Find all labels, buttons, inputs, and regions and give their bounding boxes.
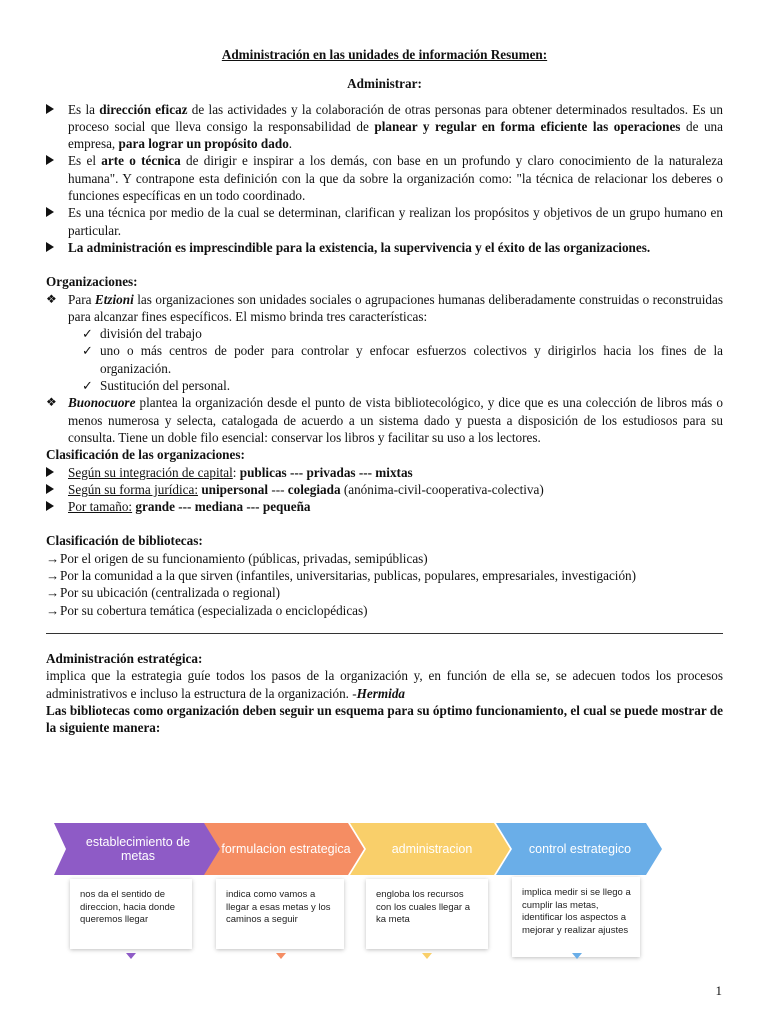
bib-item-2: → Por la comunidad a la que sirven (infantiles, universitarias, publicas, populares, empresariales, investigación) [46, 568, 637, 584]
process-card-control: implica medir si se llego a cumplir las metas, identificar los aspectos a mejorar y realizar ajustes [512, 877, 640, 957]
arrow-bullet-icon [46, 467, 54, 477]
section-heading-clasificacion-bib: Clasificación de bibliotecas: [46, 533, 203, 549]
bullet-administrar-3: Es una técnica por medio de la cual se determinan, clarifican y realizan los propósitos y objetivos de un grupo humano en particular. [46, 204, 723, 239]
clasificacion-item-juridica: Según su forma jurídica: unipersonal --- colegiada (anónima-civil-cooperativa-colectiva) [46, 481, 723, 498]
right-arrow-icon: → [46, 602, 60, 618]
estrategica-text: implica que la estrategia guíe todos los pasos de la organización y, en función de ella se, se adecuen todos los procesos administrativos e incluso la estructura de la organización. -Hermida [46, 668, 723, 701]
process-stage-formulacion: formulacion estrategica [204, 823, 364, 875]
bib-item-4: → Por su cobertura temática (especializada o enciclopédicas) [46, 602, 368, 618]
estrategica-bold-paragraph: Las bibliotecas como organización deben seguir un esquema para su óptimo funcionamiento, el cual se puede mostrar de la siguiente manera: [46, 702, 723, 736]
right-arrow-icon: → [46, 550, 60, 566]
section-heading-clasificacion-org: Clasificación de las organizaciones: [46, 447, 245, 463]
document-page [46, 46, 723, 736]
down-pointer-icon [572, 953, 582, 959]
right-arrow-icon: → [46, 568, 60, 584]
bullet-buonocuore: ❖ Buonocuore plantea la organización desde el punto de vista bibliotecológico, y dice que es una colección de libros más o menos numerosa y selecta, catalogada de acuerdo a un sistema dado y puesta a disposición de los estudiosos para su consulta. Tiene un doble filo esencial: conservar los libros y facilitar su uso a los lectores. [46, 395, 723, 445]
process-diagram [54, 823, 664, 963]
down-pointer-icon [276, 953, 286, 959]
arrow-bullet-icon [46, 501, 54, 511]
process-stage-metas: establecimiento de metas [54, 823, 222, 875]
bullet-administrar-2: Es el arte o técnica de dirigir e inspirar a los demás, con base en un profundo y claro conocimiento de la naturaleza humana". Y contrapone esta definición con la que da sobre la organización como: "la técnica de relacionar los deberes o funciones específicas en un todo coordinado. [46, 152, 723, 204]
checkmark-icon: ✓ [82, 378, 94, 394]
process-card-administracion: engloba los recursos con los cuales llegar a ka meta [366, 879, 488, 949]
diamond-bullet-icon: ❖ [46, 291, 57, 306]
check-item-3: ✓ Sustitución del personal. [82, 378, 231, 394]
diamond-bullet-icon: ❖ [46, 395, 57, 410]
checkmark-icon: ✓ [82, 326, 94, 342]
arrow-bullet-icon [46, 155, 54, 165]
check-item-2: ✓ uno o más centros de poder para controlar y enfocar esfuerzos colectivos y dirigirlos hacia los fines de la organización. [82, 343, 723, 376]
down-pointer-icon [126, 953, 136, 959]
horizontal-divider [46, 633, 723, 634]
process-stage-control: control estrategico [496, 823, 662, 875]
process-card-metas: nos da el sentido de direccion, hacia donde queremos llegar [70, 879, 192, 949]
bib-item-3: → Por su ubicación (centralizada o regional) [46, 585, 281, 601]
arrow-bullet-icon [46, 484, 54, 494]
bib-item-1: → Por el origen de su funcionamiento (públicas, privadas, semipúblicas) [46, 550, 428, 566]
page-number: 1 [715, 983, 722, 998]
process-card-formulacion: indica como vamos a llegar a esas metas y los caminos a seguir [216, 879, 344, 949]
checkmark-icon: ✓ [82, 343, 94, 359]
arrow-bullet-icon [46, 242, 54, 252]
section-title-administrar: Administrar: [347, 76, 422, 92]
bullet-etzioni: ❖ Para Etzioni las organizaciones son unidades sociales o agrupaciones humanas deliberadamente construidas o reconstruidas para alcanzar fines específicos. El mismo brinda tres características: [46, 291, 723, 324]
check-item-1: ✓ división del trabajo [82, 326, 202, 342]
process-stage-administracion: administracion [350, 823, 510, 875]
down-pointer-icon [422, 953, 432, 959]
arrow-bullet-icon [46, 104, 54, 114]
bullet-administrar-4: La administración es imprescindible para la existencia, la supervivencia y el éxito de las organizaciones. [46, 239, 723, 256]
clasificacion-item-capital: Según su integración de capital: publicas --- privadas --- mixtas [46, 464, 723, 481]
section-heading-estrategica: Administración estratégica: [46, 650, 203, 666]
section-heading-organizaciones: Organizaciones: [46, 274, 138, 290]
arrow-bullet-icon [46, 207, 54, 217]
clasificacion-item-tamano: Por tamaño: grande --- mediana --- pequeña [46, 498, 723, 515]
bullet-administrar-1: Es la dirección eficaz de las actividades y la colaboración de otras personas para obtener determinados resultados. Es un proceso social que lleva consigo la responsabilidad de planear y regular en forma eficiente las operaciones de una empresa, para lograr un propósito dado. [46, 101, 723, 153]
right-arrow-icon: → [46, 585, 60, 601]
document-title: Administración en las unidades de información Resumen: [221, 47, 548, 62]
